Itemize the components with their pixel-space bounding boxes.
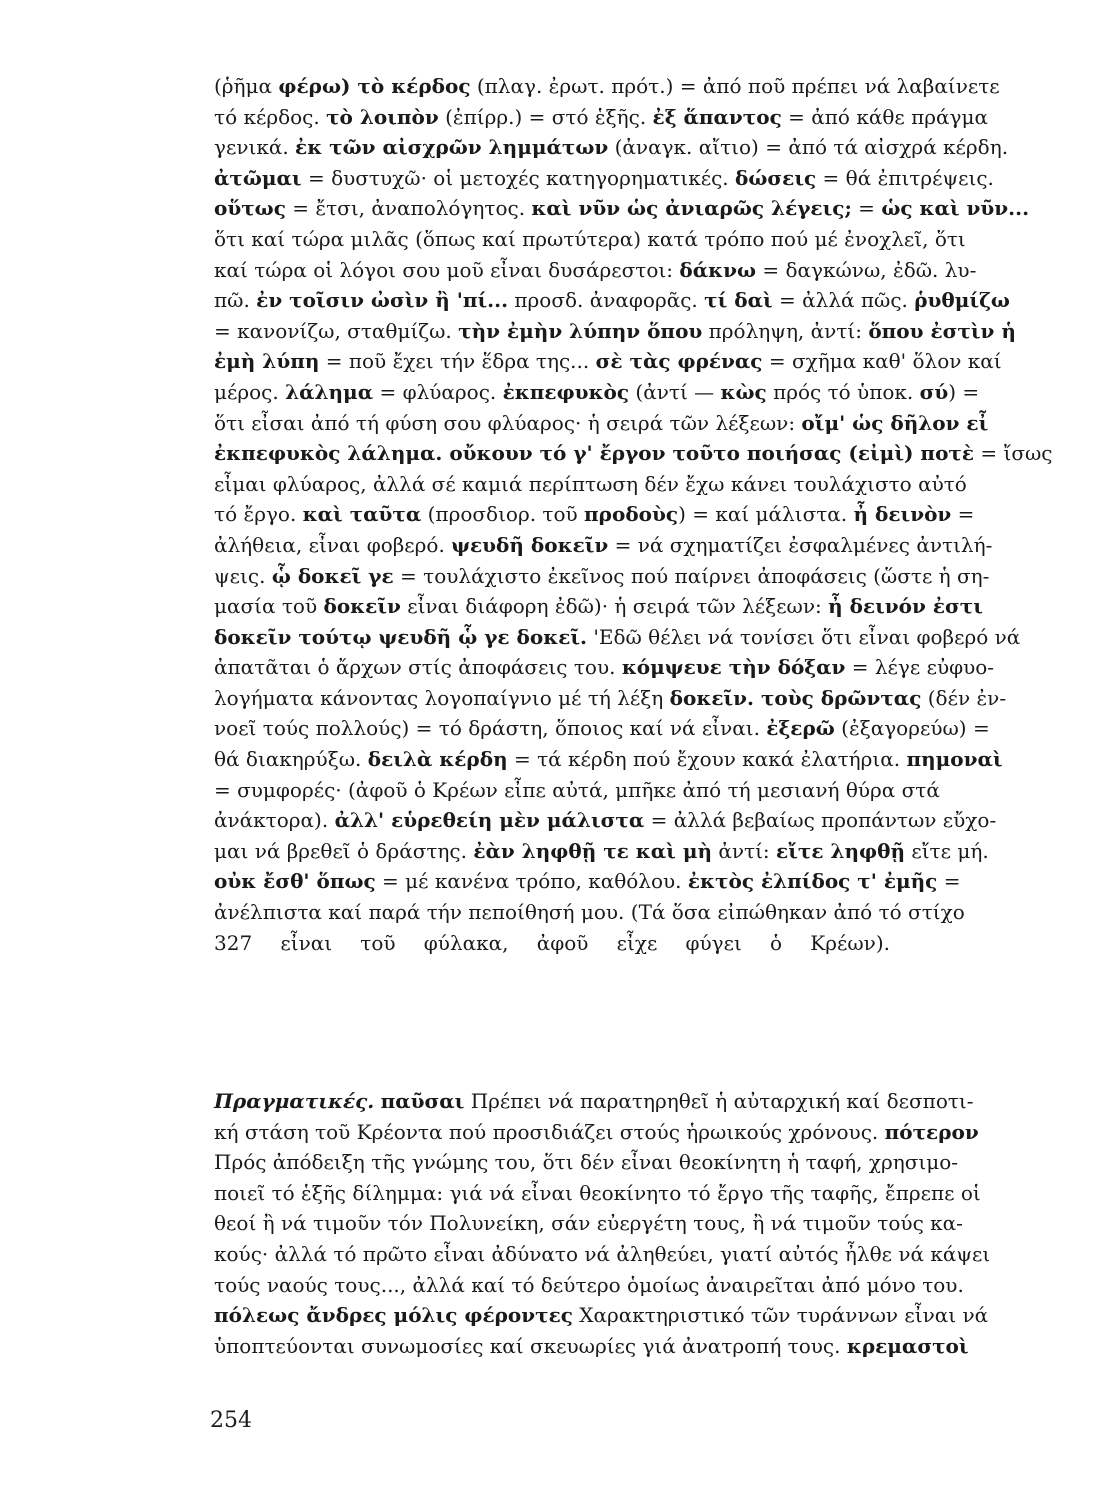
- text-line: ὅτι καί τώρα μιλᾶς (ὅπως καί πρωτύτερα) κατά τρόπο πού μέ ἐνοχλεῖ, ὅτι: [214, 226, 966, 251]
- text-line: κή στάση τοῦ Κρέοντα πού προσιδιάζει στούς ἡρωικούς χρόνους. πότερον: [214, 1119, 979, 1144]
- text-line: πόλεως ἄνδρες μόλις φέροντες Χαρακτηριστικό τῶν τυράννων εἶναι νά: [214, 1303, 989, 1328]
- text-line: γενικά. ἐκ τῶν αἰσχρῶν λημμάτων (ἀναγκ. αἴτιο) = ἀπό τά αἰσχρά κέρδη.: [214, 135, 1009, 160]
- text-line: τό κέρδος. τὸ λοιπὸν (ἐπίρρ.) = στό ἑξῆς. ἐξ ἅπαντος = ἀπό κάθε πράγμα: [214, 104, 988, 129]
- text-line: δοκεῖν τούτῳ ψευδῆ ᾧ γε δοκεῖ. 'Εδῶ θέλει νά τονίσει ὅτι εἶναι φοβερό νά: [214, 624, 1021, 649]
- text-line: ἀλήθεια, εἶναι φοβερό. ψευδῆ δοκεῖν = νά σχηματίζει ἐσφαλμένες ἀντιλή-: [214, 532, 993, 557]
- text-line: Πραγματικές. παῦσαι Πρέπει νά παρατηρηθεῖ ἡ αὐταρχική καί δεσποτι-: [214, 1089, 974, 1113]
- text-line: ἀνάκτορα). ἀλλ' εὑρεθείη μὲν μάλιστα = ἀλλά βεβαίως προπάντων εὔχο-: [214, 808, 997, 833]
- text-line: θεοί ἢ νά τιμοῦν τόν Πολυνείκη, σάν εὐεργέτη τους, ἢ νά τιμοῦν τούς κα-: [214, 1211, 963, 1236]
- text-line: 327 εἶναι τοῦ φύλακα, ἀφοῦ εἶχε φύγει ὁ Κρέων).: [214, 930, 890, 955]
- text-line: ἀνέλπιστα καί παρά τήν πεποίθησή μου. (Τά ὅσα εἰπώθηκαν ἀπό τό στίχο: [214, 900, 965, 925]
- text-line: τό ἔργο. καὶ ταῦτα (προσδιορ. τοῦ προδοὺς) = καί μάλιστα. ἦ δεινὸν =: [214, 502, 975, 527]
- text-line: μαι νά βρεθεῖ ὁ δράστης. ἐὰν ληφθῇ τε καὶ μὴ ἀντί: εἴτε ληφθῇ εἴτε μή.: [214, 838, 989, 863]
- text-line: ψεις. ᾧ δοκεῖ γε = τουλάχιστο ἐκεῖνος πού παίρνει ἀποφάσεις (ὥστε ἡ ση-: [214, 563, 990, 588]
- text-line: λογήματα κάνοντας λογοπαίγνιο μέ τή λέξη δοκεῖν. τοὺς δρῶντας (δέν ἐν-: [214, 685, 1007, 710]
- text-line: καί τώρα οἱ λόγοι σου μοῦ εἶναι δυσάρεστοι: δάκνω = δαγκώνω, ἐδῶ. λυ-: [214, 257, 977, 282]
- text-line: ἐμὴ λύπη = ποῦ ἔχει τήν ἕδρα της... σὲ τὰς φρένας = σχῆμα καθ' ὅλον καί: [214, 349, 1002, 374]
- text-line: εἶμαι φλύαρος, ἀλλά σέ καμιά περίπτωση δέν ἔχω κάνει τουλάχιστο αὐτό: [214, 471, 967, 496]
- text-line: ἀτῶμαι = δυστυχῶ· οἱ μετοχές κατηγορηματικές. δώσεις = θά ἐπιτρέψεις.: [214, 165, 994, 190]
- text-line: = κανονίζω, σταθμίζω. τὴν ἐμὴν λύπην ὅπου πρόληψη, ἀντί: ὅπου ἐστὶν ἡ: [214, 318, 1016, 343]
- text-line: = συμφορές· (ἀφοῦ ὁ Κρέων εἶπε αὐτά, μπῆκε ἀπό τή μεσιανή θύρα στά: [214, 777, 940, 802]
- commentary-paragraph-2: [214, 1086, 991, 1361]
- page-number: 254: [210, 1408, 252, 1433]
- text-line: τούς ναούς τους..., ἀλλά καί τό δεύτερο ὁμοίως ἀναιρεῖται ἀπό μόνο του.: [214, 1272, 964, 1297]
- text-line: (ῥῆμα φέρω) τὸ κέρδος (πλαγ. ἐρωτ. πρότ.) = ἀπό ποῦ πρέπει νά λαβαίνετε: [214, 74, 1000, 98]
- text-line: θά διακηρύξω. δειλὰ κέρδη = τά κέρδη πού ἔχουν κακά ἐλατήρια. πημοναὶ: [214, 747, 1003, 772]
- text-line: οὕτως = ἔτσι, ἀναπολόγητος. καὶ νῦν ὡς ἀνιαρῶς λέγεις; = ὡς καὶ νῦν...: [214, 196, 1030, 221]
- text-line: ἀπατᾶται ὁ ἄρχων στίς ἀποφάσεις του. κόμψευε τὴν δόξαν = λέγε εὐφυο-: [214, 655, 995, 680]
- text-line: ὑποπτεύονται συνωμοσίες καί σκευωρίες γιά ἀνατροπή τους. κρεμαστοὶ: [214, 1333, 969, 1358]
- text-line: ὅτι εἶσαι ἀπό τή φύση σου φλύαρος· ἡ σειρά τῶν λέξεων: οἴμ' ὡς δῆλον εἶ: [214, 410, 989, 435]
- text-line: ποιεῖ τό ἑξῆς δίλημμα: γιά νά εἶναι θεοκίνητο τό ἔργο τῆς ταφῆς, ἔπρεπε οἱ: [214, 1180, 981, 1205]
- text-line: οὐκ ἔσθ' ὅπως = μέ κανένα τρόπο, καθόλου. ἐκτὸς ἐλπίδος τ' ἐμῆς =: [214, 869, 961, 894]
- commentary-paragraph-1: [214, 71, 1053, 958]
- text-line: μασία τοῦ δοκεῖν εἶναι διάφορη ἐδῶ)· ἡ σειρά τῶν λέξεων: ἦ δεινόν ἐστι: [214, 594, 983, 619]
- text-line: μέρος. λάλημα = φλύαρος. ἐκπεφυκὸς (ἀντί — κὼς πρός τό ὑποκ. σύ) =: [214, 379, 980, 404]
- text-line: πῶ. ἐν τοῖσιν ὠσὶν ἢ 'πί... προσδ. ἀναφορᾶς. τί δαὶ = ἀλλά πῶς. ῥυθμίζω: [214, 288, 1010, 313]
- text-line: νοεῖ τούς πολλούς) = τό δράστη, ὅποιος καί νά εἶναι. ἐξερῶ (ἐξαγορεύω) =: [214, 716, 990, 741]
- text-line: ἐκπεφυκὸς λάλημα. οὔκουν τό γ' ἔργον τοῦτο ποιήσας (εἰμὶ) ποτὲ = ἴσως: [214, 441, 1053, 466]
- text-line: Πρός ἀπόδειξη τῆς γνώμης του, ὅτι δέν εἶναι θεοκίνητη ἡ ταφή, χρησιμο-: [214, 1150, 959, 1175]
- text-line: κούς· ἀλλά τό πρῶτο εἶναι ἀδύνατο νά ἀληθεύει, γιατί αὐτός ἦλθε νά κάψει: [214, 1241, 991, 1266]
